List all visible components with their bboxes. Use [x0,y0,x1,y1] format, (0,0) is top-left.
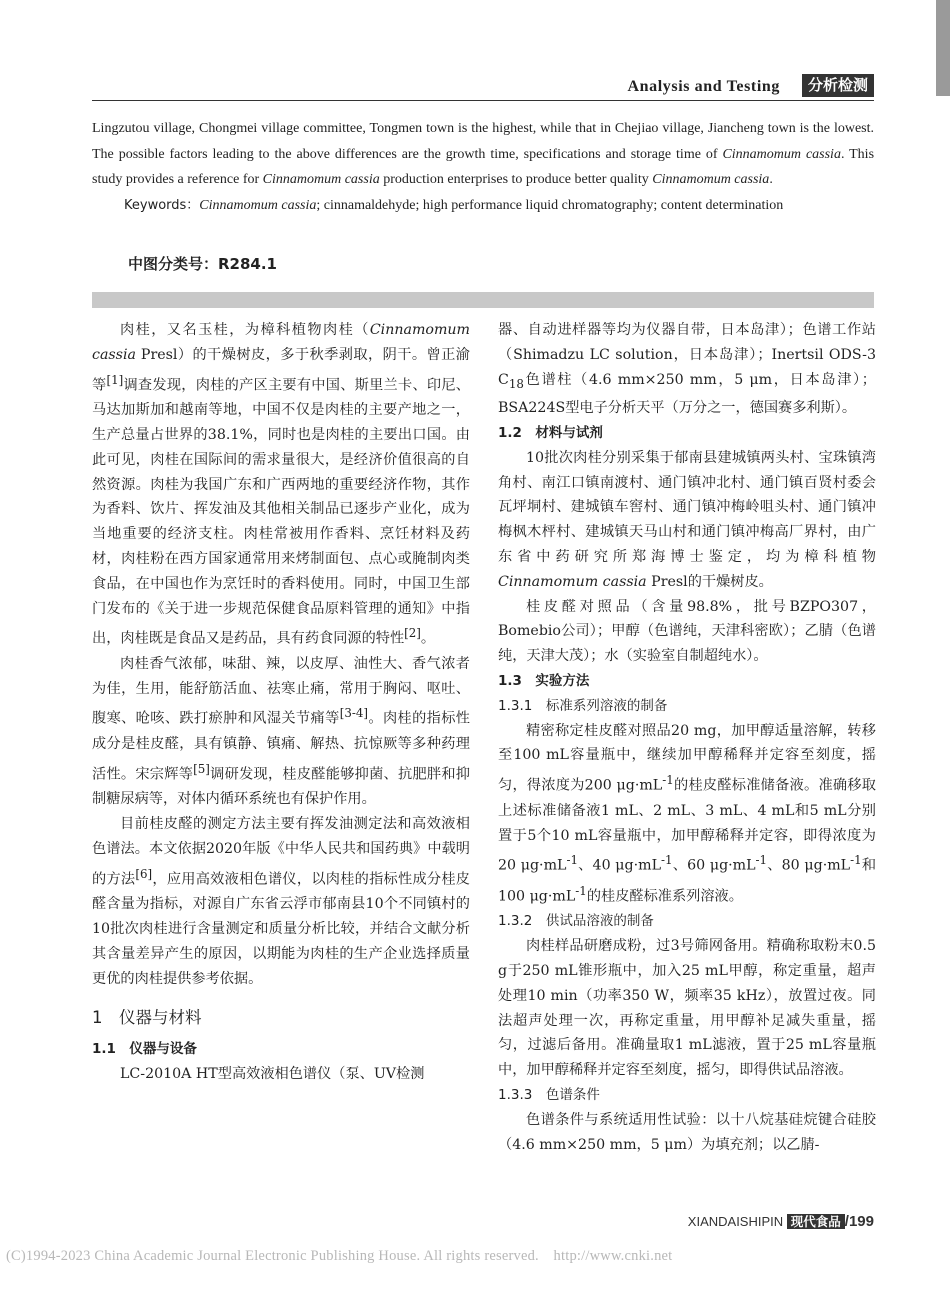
section-divider-band [92,292,874,308]
subsection-heading-1-2: 1.2 材料与试剂 [498,425,603,442]
abstract-paragraph: Lingzutou village, Chongmei village committee, Tongmen town is the highest, while that in Chejiao village, Jiancheng town is the lowest. The possible factors leading to the above differences are the growth time, specifications and storage time of Cinnamomum cassia. This study provides a reference for Cinnamomum cassia production enterprises to produce better quality Cinnamomum cassia. [92,121,875,187]
standard-solution-paragraph: 精密称定桂皮醛对照品20 mg，加甲醇适量溶解，转移至100 mL容量瓶中，继续加甲醇稀释并定容至刻度，摇匀，得浓度为200 $\mu g\cdot mL^{-1}$的桂皮醛标准储备液。准确移取上述标准储备液1 mL、2 mL、3 mL、4 mL和5 mL分别置于5个10 mL容量瓶中，加甲醇稀释并定容，即得浓度为20 $\mu g\cdot mL^{-1}$、40 $\mu g\cdot mL^{-1}$、60 $\mu g\cdot mL^{-1}$、80 $\mu g\cdot mL^{-1}$和100 $\mu g\cdot mL^{-1}$的桂皮醛标准系列溶液。 [498,722,877,905]
running-header [92,74,874,101]
header-section-en: Analysis and Testing [627,78,780,95]
english-abstract [92,116,874,218]
keywords-label: Keywords： [124,197,200,213]
sample-solution-paragraph: 肉桂样品研磨成粉，过3号筛网备用。精确称取粉末0.5 g于250 mL锥形瓶中，加入25 mL甲醇，称定重量，超声处理10 min（功率350 W，频率35 kHz），放置过夜。同法超声处理一次，再称定重量，用甲醇补足减失重量，摇匀，过滤后备用。准确量取1 mL滤液，置于25 mL容量瓶中，加甲醇稀释并定容至刻度，摇匀，即得供试品溶液。 [498,938,876,1079]
journal-name-zh: 现代食品 [787,1214,845,1229]
header-section-zh: 分析检测 [802,74,874,97]
citation-ref: [1] [106,372,124,387]
page-footer [688,1212,874,1232]
journal-name-en: XIANDAISHIPIN [687,1214,784,1229]
section-heading-1: 1 仪器与材料 [92,1008,202,1028]
edge-tab-bar [936,0,950,96]
copyright-watermark: (C)1994-2023 China Academic Journal Electronic Publishing House. All rights reserved. http://www.cnki.net [6,1248,673,1264]
intro-paragraph-1: 肉桂，又名玉桂，为樟科植物肉桂（Cinnamomum cassia Presl）的干燥树皮，多于秋季剥取，阴干。曾正渝等[1]调查发现，肉桂的产区主要有中国、斯里兰卡、印尼、马达加斯加和越南等地，中国不仅是肉桂的主要产地之一，生产总量占世界的38.1%，同时也是肉桂的主要出口国。由此可见，肉桂在国际间的需求量很大，是经济价值很高的自然资源。肉桂为我国广东和广西两地的重要经济作物，其作为香料、饮片、挥发油及其他相关制品已逐步产业化，成为当地重要的经济支柱。肉桂常被用作香料、烹饪材料及药材，肉桂粉在西方国家通常用来烤制面包、点心或腌制肉类食品，在中国也作为烹饪时的香料使用。同时，中国卫生部门发布的《关于进一步规范保健食品原料管理的通知》中指出，肉桂既是食品又是药品，具有药食同源的特性[2]。 [92,322,470,648]
subsection-heading-1-3-2: 1.3.2 供试品溶液的制备 [498,913,654,930]
intro-paragraph-3: 目前桂皮醛的测定方法主要有挥发油测定法和高效液相色谱法。本文依据2020年版《中华人民共和国药典》中载明的方法[6]，应用高效液相色谱仪，以肉桂的指标性成分桂皮醛含量为指标，对源自广东省云浮市郁南县10个不同镇村的10批次肉桂进行含量测定和质量分析比较，并结合文献分析其含量差异产生的原因，以期能为肉桂的生产企业选择质量更优的肉桂提供参考依据。 [92,816,470,987]
right-column [498,318,876,1157]
citation-ref: [3-4] [339,706,368,721]
subsection-heading-1-3: 1.3 实验方法 [498,672,590,689]
page-number: 199 [848,1213,874,1230]
chromatography-paragraph: 色谱条件与系统适用性试验：以十八烷基硅烷键合硅胶（4.6 mm×250 mm，5 μm）为填充剂；以乙腈- [498,1111,876,1153]
subsection-heading-1-3-1: 1.3.1 标准系列溶液的制备 [498,697,668,714]
subsection-heading-1-1: 1.1 仪器与设备 [92,1041,197,1058]
citation-ref: [6] [135,866,153,881]
classification-number: 中图分类号：R284.1 [128,255,277,273]
footer-separator: / [844,1213,849,1230]
citation-ref: [2] [404,626,421,641]
subsection-heading-1-3-3: 1.3.3 色谱条件 [498,1086,600,1103]
keywords: Keywords：Cinnamomum cassia; cinnamaldehyde; high performance liquid chromatography; content determination [124,197,784,213]
citation-ref: [5] [193,761,210,776]
materials-paragraph-2: 桂皮醛对照品（含量98.8%，批号BZPO307，Bomebio公司）；甲醇（色谱纯，天津科密欧）；乙腈（色谱纯，天津大茂）；水（实验室自制超纯水）。 [498,598,876,665]
equipment-paragraph: LC-2010A HT型高效液相色谱仪（泵、UV检测 [120,1066,425,1083]
intro-paragraph-2: 肉桂香气浓郁，味甜、辣，以皮厚、油性大、香气浓者为佳，生用，能舒筋活血、祛寒止痛，常用于胸闷、呕吐、腹寒、呛咳、跌打瘀肿和风湿关节痛等[3-4]。肉桂的指标性成分是桂皮醛，具有镇静、镇痛、解热、抗惊厥等多种药理活性。宋宗辉等[5]调研发现，桂皮醛能够抑菌、抗肥胖和抑制糖尿病等，对体内循环系统也有保护作用。 [92,655,470,808]
left-column [92,318,470,1087]
equipment-paragraph-cont: 器、自动进样器等均为仪器自带，日本岛津）；色谱工作站（Shimadzu LC solution，日本岛津）；Inertsil ODS-3 $C_{18}$色谱柱（4.6 mm×250 mm，5 μm，日本岛津）；BSA224S型电子分析天平（万分之一，德国赛多利斯）。 [498,322,876,417]
materials-paragraph-1: 10批次肉桂分别采集于郁南县建城镇两头村、宝珠镇湾角村、南江口镇南渡村、通门镇冲北村、通门镇百贤村委会瓦坪垌村、建城镇车窖村、通门镇冲梅岭咀头村、通门镇冲梅枫木枰村、建城镇天马山村和通门镇冲梅高厂界村，由广东省中药研究所郑海博士鉴定，均为樟科植物Cinnamomum cassia Presl的干燥树皮。 [498,449,876,590]
